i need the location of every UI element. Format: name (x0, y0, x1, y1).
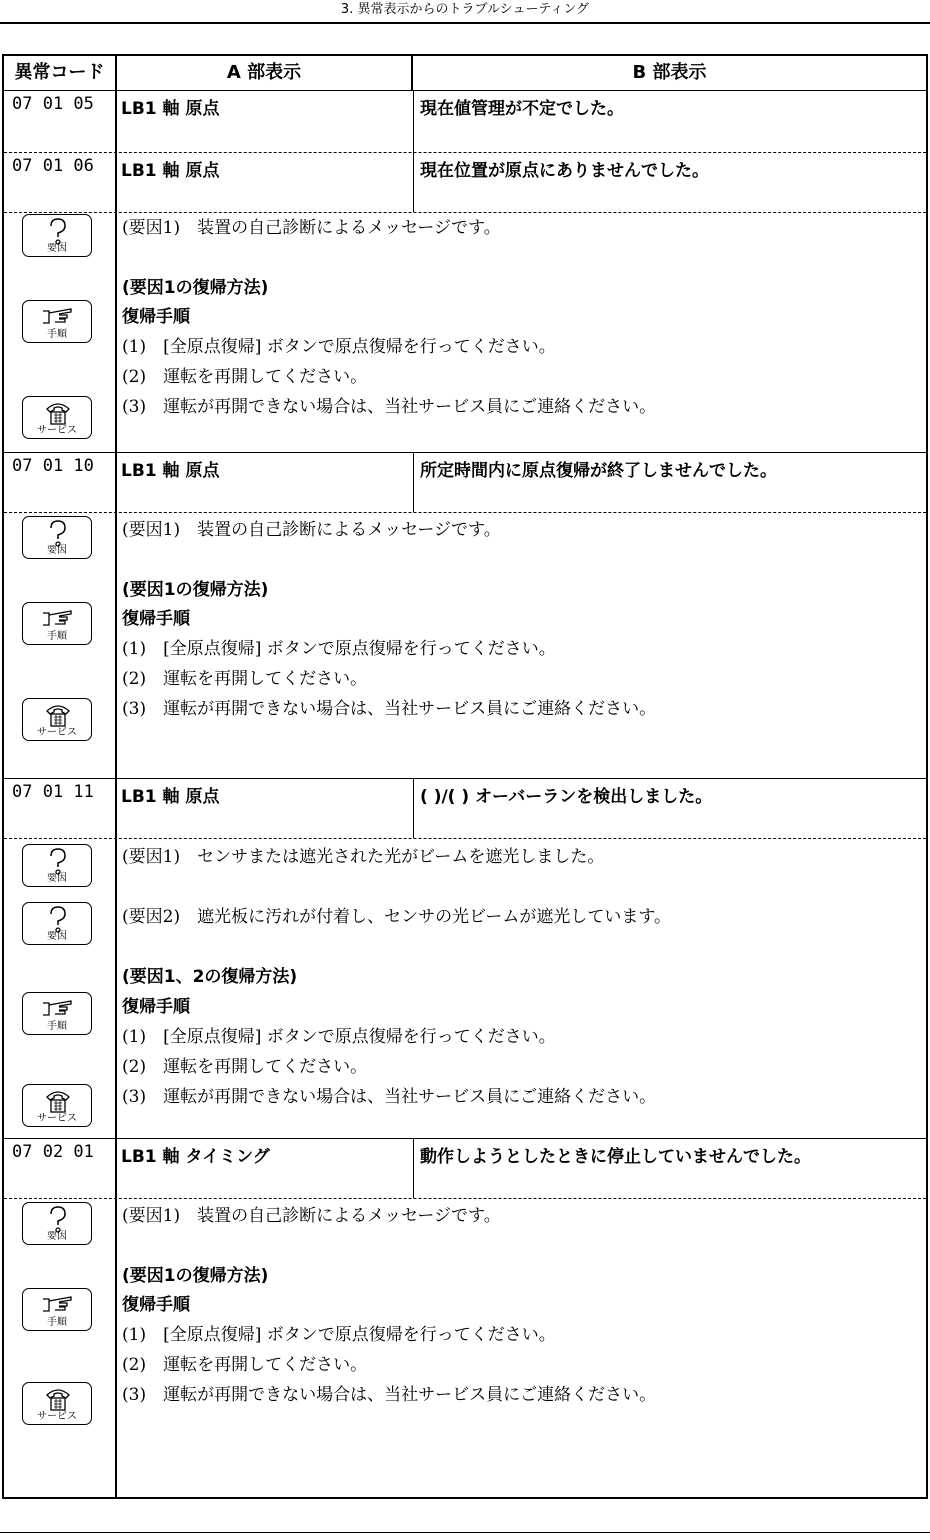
row-b: 動作しようとしたときに停止していませんでした。 (420, 1147, 811, 1167)
recovery-heading: (要因1の復帰方法) (122, 278, 269, 298)
col-divider-code (115, 56, 117, 1497)
service-icon-label: サービス (37, 1411, 77, 1422)
cause-icon-label: 要因 (47, 545, 67, 556)
cause-icon-label: 要因 (47, 243, 67, 254)
cause-icon-label: 要因 (47, 931, 67, 942)
row-b: 所定時間内に原点復帰が終了しませんでした。 (420, 461, 777, 481)
service-icon-label: サービス (37, 1113, 77, 1124)
row-divider (4, 778, 926, 779)
row-divider (4, 452, 926, 453)
page-header (0, 0, 930, 24)
service-phone-icon (22, 396, 92, 439)
row-divider (4, 1198, 926, 1199)
page-title: 3. 異常表示からのトラブルシューティング (340, 2, 590, 17)
row-b-divider (413, 90, 414, 152)
cause-icon (22, 516, 92, 559)
row-code: 07 01 05 (12, 94, 94, 114)
step-1: (1) [全原点復帰] ボタンで原点復帰を行ってください。 (122, 1027, 556, 1047)
procedure-icon-label: 手順 (47, 1317, 67, 1328)
cause-icon-label: 要因 (47, 873, 67, 884)
cause-icon (22, 1202, 92, 1245)
steps-title: 復帰手順 (122, 307, 190, 327)
cause-icon (22, 844, 92, 887)
cause-icon (22, 902, 92, 945)
service-icon-label: サービス (37, 425, 77, 436)
row-code: 07 02 01 (12, 1142, 94, 1162)
procedure-icon (22, 300, 92, 343)
error-table (2, 54, 928, 1499)
cause-text: (要因1) 装置の自己診断によるメッセージです。 (122, 1206, 501, 1226)
row-b-divider (413, 152, 414, 212)
step-2: (2) 運転を再開してください。 (122, 367, 368, 387)
row-b-divider (413, 1138, 414, 1198)
procedure-icon-label: 手順 (47, 329, 67, 340)
header-a: A 部表示 (226, 62, 302, 83)
row-b: ( )/( ) オーバーランを検出しました。 (420, 787, 713, 807)
procedure-icon (22, 992, 92, 1035)
row-a: LB1 軸 原点 (121, 461, 220, 481)
cause-icon (22, 214, 92, 257)
recovery-heading: (要因1の復帰方法) (122, 580, 269, 600)
procedure-icon-label: 手順 (47, 1021, 67, 1032)
row-b: 現在値管理が不定でした。 (420, 99, 624, 119)
recovery-heading: (要因1、2の復帰方法) (122, 967, 298, 987)
row-code: 07 01 06 (12, 156, 94, 176)
procedure-icon (22, 602, 92, 645)
service-phone-icon (22, 698, 92, 741)
step-1: (1) [全原点復帰] ボタンで原点復帰を行ってください。 (122, 1325, 556, 1345)
step-2: (2) 運転を再開してください。 (122, 669, 368, 689)
service-phone-icon (22, 1084, 92, 1127)
procedure-icon (22, 1288, 92, 1331)
row-divider (4, 512, 926, 513)
procedure-icon-label: 手順 (47, 631, 67, 642)
cause-text: (要因2) 遮光板に汚れが付着し、センサの光ビームが遮光しています。 (122, 907, 672, 927)
row-b-divider (413, 452, 414, 512)
row-b: 現在位置が原点にありませんでした。 (420, 161, 709, 181)
steps-title: 復帰手順 (122, 1295, 190, 1315)
row-a: LB1 軸 原点 (121, 161, 220, 181)
header-divider (4, 90, 926, 91)
row-divider (4, 838, 926, 839)
steps-title: 復帰手順 (122, 997, 190, 1017)
row-divider (4, 152, 926, 153)
row-a: LB1 軸 原点 (121, 99, 220, 119)
step-2: (2) 運転を再開してください。 (122, 1057, 368, 1077)
step-1: (1) [全原点復帰] ボタンで原点復帰を行ってください。 (122, 337, 556, 357)
row-code: 07 01 11 (12, 782, 94, 802)
service-phone-icon (22, 1382, 92, 1425)
header-code: 異常コード (14, 62, 105, 83)
step-3: (3) 運転が再開できない場合は、当社サービス員にご連絡ください。 (122, 1385, 657, 1405)
cause-text: (要因1) センサまたは遮光された光がビームを遮光しました。 (122, 847, 605, 867)
row-divider (4, 1138, 926, 1139)
service-icon-label: サービス (37, 727, 77, 738)
step-2: (2) 運転を再開してください。 (122, 1355, 368, 1375)
recovery-heading: (要因1の復帰方法) (122, 1266, 269, 1286)
row-a: LB1 軸 タイミング (121, 1147, 270, 1167)
steps-title: 復帰手順 (122, 609, 190, 629)
step-3: (3) 運転が再開できない場合は、当社サービス員にご連絡ください。 (122, 397, 657, 417)
page-footer-rule (0, 1532, 930, 1533)
step-3: (3) 運転が再開できない場合は、当社サービス員にご連絡ください。 (122, 699, 657, 719)
cause-icon-label: 要因 (47, 1231, 67, 1242)
header-b: B 部表示 (632, 62, 707, 83)
cause-text: (要因1) 装置の自己診断によるメッセージです。 (122, 520, 501, 540)
row-a: LB1 軸 原点 (121, 787, 220, 807)
cause-text: (要因1) 装置の自己診断によるメッセージです。 (122, 218, 501, 238)
row-b-divider (413, 778, 414, 838)
step-3: (3) 運転が再開できない場合は、当社サービス員にご連絡ください。 (122, 1087, 657, 1107)
row-code: 07 01 10 (12, 456, 94, 476)
step-1: (1) [全原点復帰] ボタンで原点復帰を行ってください。 (122, 639, 556, 659)
